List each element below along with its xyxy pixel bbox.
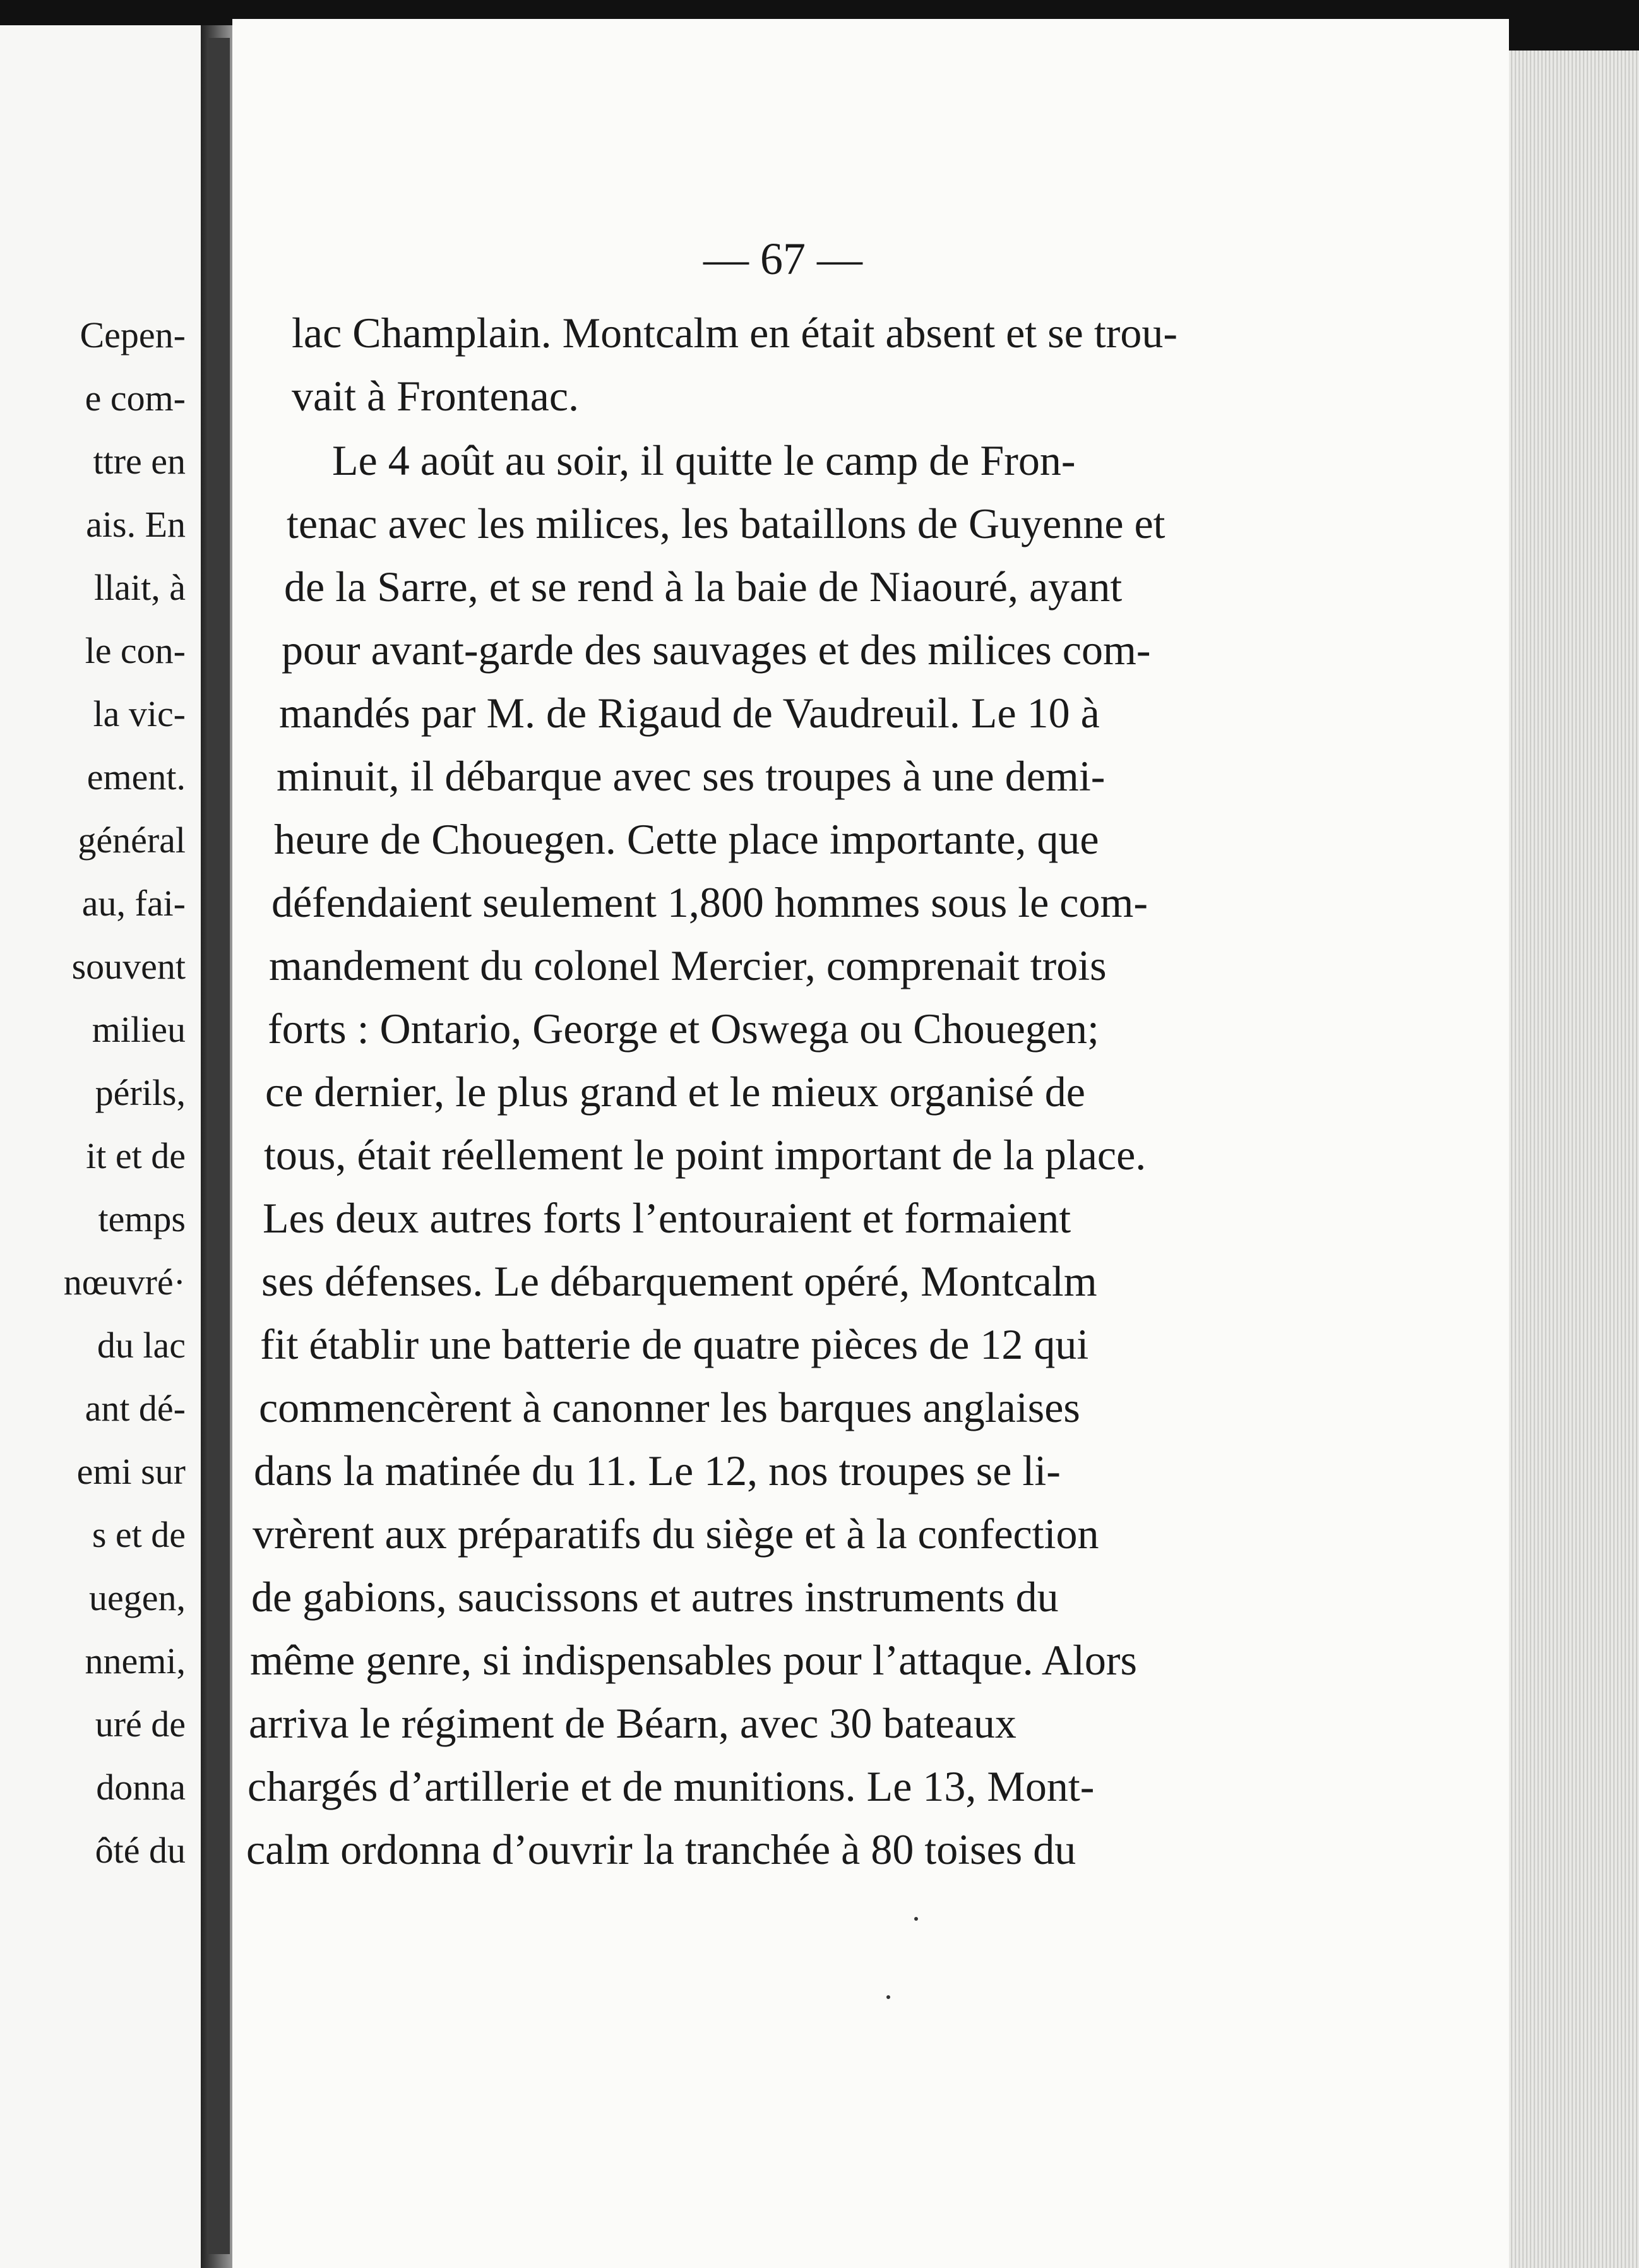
text-line: vrèrent aux préparatifs du siège et à la confection <box>253 1510 1099 1558</box>
left-page-line: e com- <box>85 378 186 419</box>
ink-speck <box>914 1917 918 1921</box>
text-line: tenac avec les milices, les bataillons de Guyenne et <box>287 499 1165 547</box>
left-page-line: llait, à <box>94 567 186 608</box>
left-page-line: ement. <box>86 756 186 797</box>
text-line: de gabions, saucissons et autres instruments du <box>251 1573 1059 1621</box>
text-line: de la Sarre, et se rend à la baie de Niaouré, ayant <box>284 563 1123 611</box>
left-page-line: périls, <box>95 1072 186 1113</box>
left-page-line: it et de <box>86 1135 186 1176</box>
left-page-line: uegen, <box>89 1577 186 1618</box>
left-page-line: la vic- <box>93 693 186 734</box>
left-page-line: nœuvré· <box>63 1262 186 1303</box>
left-page-line: Cepen- <box>80 314 186 355</box>
text-line: lac Champlain. Montcalm en était absent et se trou- <box>292 309 1177 357</box>
text-line: défendaient seulement 1,800 hommes sous le com- <box>271 878 1148 926</box>
left-page <box>0 25 201 2268</box>
text-line: vait à Frontenac. <box>292 372 580 420</box>
text-line: calm ordonna d’ouvrir la tranchée à 80 toises du <box>246 1825 1076 1873</box>
text-line: heure de Chouegen. Cette place importante, que <box>274 815 1099 863</box>
binding-shadow <box>208 38 230 2254</box>
text-line: ce dernier, le plus grand et le mieux organisé de <box>265 1068 1085 1116</box>
left-page-line: souvent <box>71 946 186 987</box>
text-line: ses défenses. Le débarquement opéré, Montcalm <box>261 1257 1097 1305</box>
text-line: arriva le régiment de Béarn, avec 30 bateaux <box>249 1699 1016 1747</box>
left-page-line: emi sur <box>76 1451 186 1492</box>
text-line: chargés d’artillerie et de munitions. Le 13, Mont- <box>247 1762 1095 1810</box>
text-line: tous, était réellement le point important de la place. <box>264 1131 1147 1179</box>
left-page-line: général <box>78 820 186 861</box>
left-page-line: ttre en <box>93 441 186 482</box>
ink-speck <box>886 1995 890 1999</box>
left-page-line: temps <box>98 1198 186 1239</box>
left-page-line: uré de <box>95 1704 186 1745</box>
text-line: pour avant-garde des sauvages et des milices com- <box>282 626 1151 674</box>
left-page-line: du lac <box>97 1325 186 1366</box>
text-line: même genre, si indispensables pour l’attaque. Alors <box>250 1636 1137 1684</box>
left-page-line: nnemi, <box>85 1640 186 1681</box>
left-page-line: donna <box>96 1767 186 1808</box>
left-page-line: au, fai- <box>81 883 186 924</box>
left-page-line: ais. En <box>86 504 186 545</box>
page-number: — 67 — <box>703 234 862 284</box>
text-line: dans la matinée du 11. Le 12, nos troupes se li- <box>254 1447 1061 1495</box>
text-line: Les deux autres forts l’entouraient et formaient <box>263 1194 1071 1242</box>
text-line: Le 4 août au soir, il quitte le camp de Fron- <box>332 436 1076 484</box>
left-page-line: ôté du <box>95 1830 186 1871</box>
page-edges <box>1509 51 1639 2268</box>
text-line: forts : Ontario, George et Oswega ou Chouegen; <box>268 1005 1099 1053</box>
text-line: fit établir une batterie de quatre pièces de 12 qui <box>260 1320 1089 1368</box>
left-page-line: milieu <box>92 1009 186 1050</box>
left-page-line: s et de <box>92 1514 186 1555</box>
text-line: mandement du colonel Mercier, comprenait trois <box>269 941 1107 989</box>
left-page-line: le con- <box>85 630 186 671</box>
text-line: minuit, il débarque avec ses troupes à une demi- <box>277 752 1106 800</box>
text-line: commencèrent à canonner les barques anglaises <box>259 1383 1080 1431</box>
left-page-line: ant dé- <box>85 1388 186 1429</box>
text-line: mandés par M. de Rigaud de Vaudreuil. Le 10 à <box>279 689 1100 737</box>
